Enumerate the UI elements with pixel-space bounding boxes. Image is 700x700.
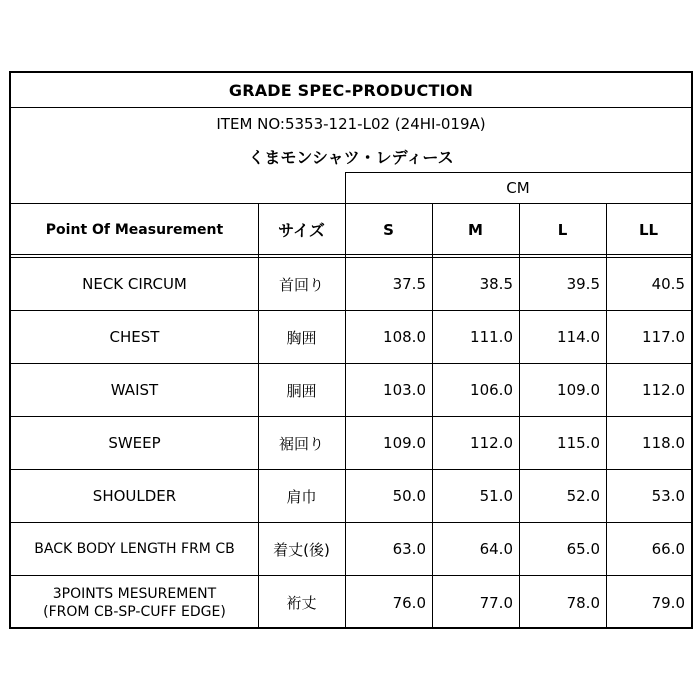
value-m: 111.0: [470, 328, 513, 346]
product-row: [11, 140, 691, 172]
row-label-jp: 裄丈: [286, 594, 317, 612]
product-name: くまモンシャツ・レディース: [248, 147, 454, 167]
value-l: 109.0: [557, 381, 600, 399]
row-label: 3POINTS MESUREMENT: [52, 585, 217, 602]
value-s: 76.0: [392, 593, 426, 612]
spec-sheet: [9, 71, 693, 629]
size-m-header: M: [468, 220, 483, 239]
value-ll: 112.0: [642, 381, 685, 399]
value-m: 51.0: [479, 487, 513, 505]
title-row: [11, 73, 691, 107]
value-ll: 118.0: [642, 434, 685, 452]
value-l: 114.0: [557, 328, 600, 346]
row-label-jp: 首回り: [278, 275, 324, 294]
value-s: 63.0: [392, 540, 426, 558]
value-ll: 79.0: [651, 593, 685, 612]
unit-row: [11, 173, 691, 203]
row-label: SWEEP: [108, 434, 161, 452]
value-s: 37.5: [392, 275, 426, 293]
table-row: [11, 417, 691, 469]
value-s: 109.0: [383, 434, 426, 452]
row-label-jp: 胴囲: [286, 381, 317, 400]
value-l: 39.5: [566, 275, 600, 293]
value-m: 106.0: [470, 381, 513, 399]
row-label: SHOULDER: [92, 487, 177, 505]
value-m: 38.5: [479, 275, 513, 293]
divider: [11, 254, 691, 255]
size-header: サイズ: [278, 221, 325, 240]
table-row: [11, 311, 691, 363]
row-label: CHEST: [109, 328, 160, 346]
pom-header: Point Of Measurement: [45, 221, 224, 238]
row-label-sub: (FROM CB-SP-CUFF EDGE): [43, 603, 226, 620]
row-label-jp: 着丈(後): [273, 540, 330, 559]
header-row: [11, 204, 691, 255]
row-label-multiline: [11, 576, 258, 629]
table-row: [11, 523, 691, 575]
row-label: NECK CIRCUM: [82, 275, 187, 293]
table-row: [11, 364, 691, 416]
value-m: 112.0: [470, 434, 513, 452]
value-l: 115.0: [557, 434, 600, 452]
value-ll: 40.5: [651, 275, 685, 293]
value-l: 65.0: [566, 540, 600, 558]
table-row: [11, 470, 691, 522]
value-ll: 53.0: [651, 487, 685, 505]
row-label-jp: 胸囲: [286, 328, 317, 347]
value-m: 77.0: [479, 593, 513, 612]
sheet-title: GRADE SPEC-PRODUCTION: [228, 80, 474, 100]
value-ll: 117.0: [642, 328, 685, 346]
value-l: 78.0: [566, 593, 600, 612]
size-s-header: S: [383, 220, 394, 239]
value-s: 103.0: [383, 381, 426, 399]
row-label: BACK BODY LENGTH FRM CB: [34, 541, 235, 557]
value-s: 108.0: [383, 328, 426, 346]
size-ll-header: LL: [638, 220, 659, 239]
item-number: ITEM NO:5353-121-L02 (24HI-019A): [216, 115, 486, 133]
value-m: 64.0: [479, 540, 513, 558]
size-l-header: L: [557, 220, 568, 239]
row-label-jp: 肩巾: [286, 487, 317, 506]
table-row: [11, 576, 691, 629]
value-s: 50.0: [392, 487, 426, 505]
item-row: [11, 108, 691, 140]
value-ll: 66.0: [651, 540, 685, 558]
value-l: 52.0: [566, 487, 600, 505]
unit-label: CM: [506, 179, 530, 197]
row-label-jp: 裾回り: [278, 434, 324, 453]
row-label: WAIST: [110, 381, 159, 399]
table-row: [11, 258, 691, 310]
